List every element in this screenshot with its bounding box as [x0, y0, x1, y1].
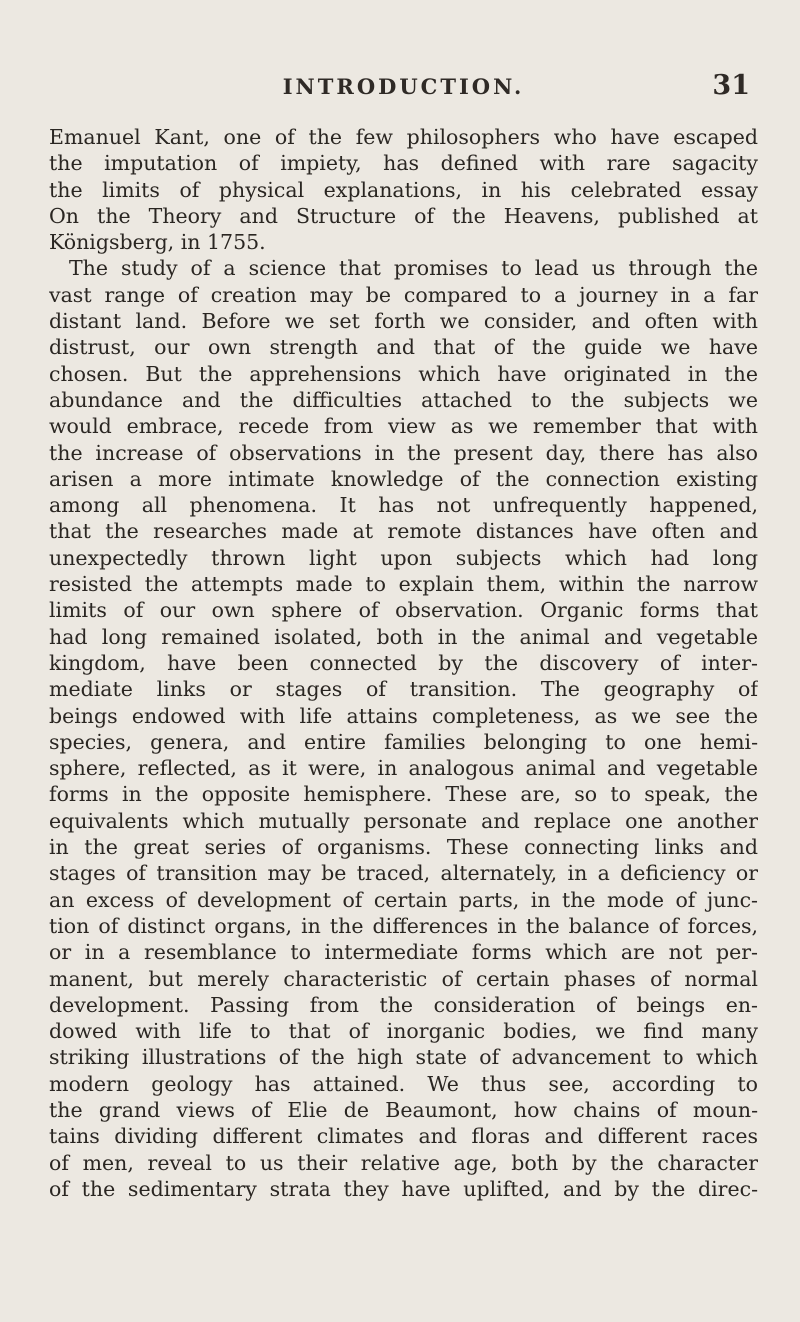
text-line: The study of a science that promises to lead us through the — [69, 256, 758, 281]
text-line: of men, reveal to us their relative age, both by the character — [49, 1150, 758, 1175]
text-line: stages of transition may be traced, alternately, in a deficiency or — [49, 861, 758, 886]
text-line: modern geology has attained. We thus see, according to — [49, 1071, 758, 1096]
text-line: Emanuel Kant, one of the few philosophers who have escaped — [49, 125, 758, 149]
text-line: among all phenomena. It has not unfrequently happened, — [49, 493, 758, 518]
text-line: the increase of observations in the present day, there has also — [49, 440, 758, 465]
text-line: dowed with life to that of inorganic bodies, we find many — [49, 1019, 758, 1044]
running-title: INTRODUCTION. — [282, 74, 525, 99]
text-line: the limits of physical explanations, in his celebrated essay — [49, 177, 758, 202]
text-line: distant land. Before we set forth we consider, and often with — [49, 309, 758, 334]
running-head — [49, 70, 758, 104]
text-line: of the sedimentary strata they have uplifted, and by the direc- — [49, 1176, 758, 1201]
text-line: or in a resemblance to intermediate forms which are not per- — [49, 940, 758, 965]
text-line: forms in the opposite hemisphere. These are, so to speak, the — [49, 782, 758, 807]
text-line: mediate links or stages of transition. The geography of — [49, 677, 758, 702]
text-line: beings endowed with life attains completeness, as we see the — [49, 703, 758, 728]
text-line: sphere, reflected, as it were, in analogous animal and vegetable — [49, 756, 758, 781]
text-line: in the great series of organisms. These connecting links and — [49, 835, 758, 860]
text-line: equivalents which mutually personate and replace one another — [49, 808, 758, 833]
text-line: species, genera, and entire families belonging to one hemi- — [49, 729, 758, 754]
text-line: the grand views of Elie de Beaumont, how chains of moun- — [49, 1097, 758, 1122]
text-line: striking illustrations of the high state of advancement to which — [49, 1045, 758, 1070]
text-line: development. Passing from the consideration of beings en- — [49, 992, 758, 1017]
text-line: distrust, our own strength and that of the guide we have — [49, 335, 758, 360]
text-line: limits of our own sphere of observation. Organic forms that — [49, 598, 758, 623]
text-line: manent, but merely characteristic of certain phases of normal — [49, 966, 758, 991]
text-line: tion of distinct organs, in the differences in the balance of forces, — [49, 913, 758, 938]
text-line: an excess of development of certain parts, in the mode of junc- — [49, 887, 758, 912]
text-line: resisted the attempts made to explain them, within the narrow — [49, 572, 758, 597]
text-line: had long remained isolated, both in the animal and vegetable — [49, 624, 758, 649]
page-number: 31 — [712, 70, 750, 101]
text-line: kingdom, have been connected by the discovery of inter- — [49, 650, 758, 675]
text-line: that the researches made at remote distances have often and — [49, 519, 758, 544]
text-line: chosen. But the apprehensions which have originated in the — [49, 361, 758, 386]
text-line: unexpectedly thrown light upon subjects which had long — [49, 545, 758, 570]
body-text — [49, 124, 758, 1202]
text-line: On the Theory and Structure of the Heavens, published at — [49, 203, 758, 228]
text-line: tains dividing different climates and floras and different races — [49, 1124, 758, 1149]
text-line: the imputation of impiety, has defined with rare sagacity — [49, 151, 758, 176]
text-line: Königsberg, in 1755. — [49, 230, 266, 255]
text-line: would embrace, recede from view as we remember that with — [49, 414, 758, 439]
text-line: vast range of creation may be compared to a journey in a far — [49, 282, 758, 307]
text-line: abundance and the difficulties attached to the subjects we — [49, 387, 758, 412]
text-line: arisen a more intimate knowledge of the connection existing — [49, 466, 758, 491]
